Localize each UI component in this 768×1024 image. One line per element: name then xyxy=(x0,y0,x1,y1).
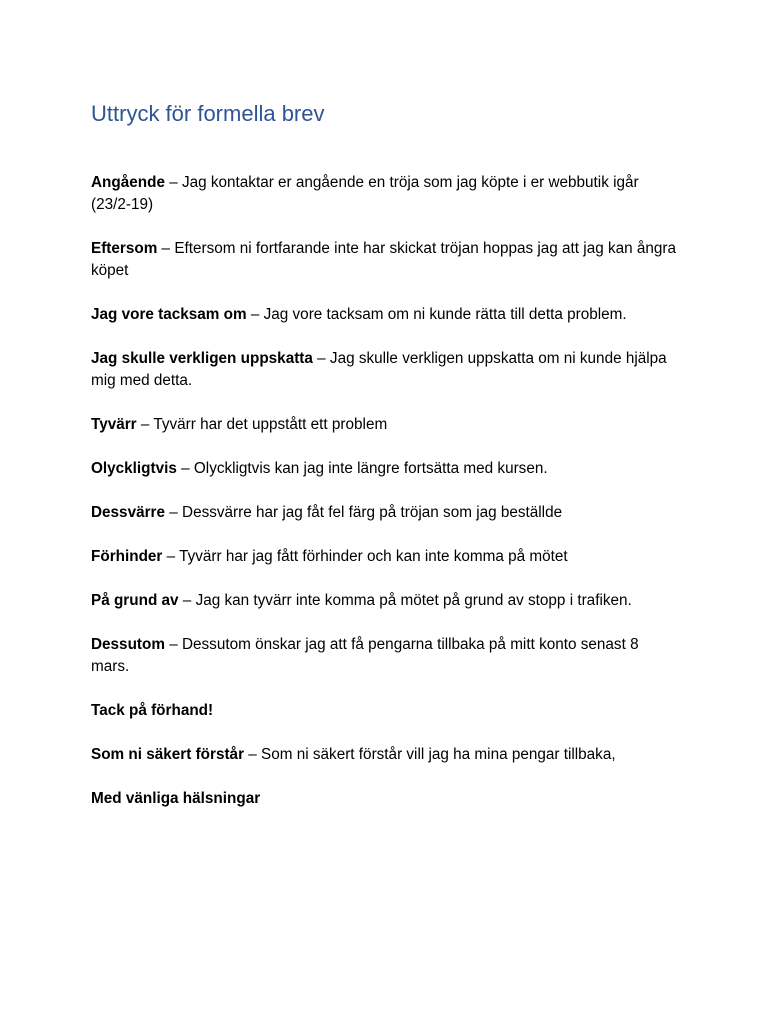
expression-example: Tyvärr har jag fått förhinder och kan inte komma på mötet xyxy=(179,548,568,565)
expression-term: Tyvärr xyxy=(91,416,137,433)
expression-separator: – xyxy=(157,240,175,257)
expression-separator: – xyxy=(164,174,182,191)
expression-term: Dessutom xyxy=(91,636,165,653)
expression-separator: – xyxy=(176,460,194,477)
expression-entry xyxy=(91,700,681,722)
expression-term: Förhinder xyxy=(91,548,163,565)
document-title: Uttryck för formella brev xyxy=(91,101,325,126)
expression-term: Med vänliga hälsningar xyxy=(91,790,261,807)
expression-term: Jag vore tacksam om xyxy=(91,306,247,323)
expression-entry xyxy=(91,238,681,282)
expression-entry xyxy=(91,634,681,678)
expression-separator: – xyxy=(162,548,180,565)
expression-entry xyxy=(91,348,681,392)
expression-entry xyxy=(91,788,681,810)
expression-entry xyxy=(91,744,681,766)
expression-term: Som ni säkert förstår xyxy=(91,746,245,763)
expression-separator: – xyxy=(165,504,183,521)
expression-entry xyxy=(91,590,681,612)
expression-entry xyxy=(91,304,681,326)
expression-term: Jag skulle verkligen uppskatta xyxy=(91,350,313,367)
expression-separator: – xyxy=(164,636,182,653)
expression-entry xyxy=(91,546,681,568)
expression-term: Eftersom xyxy=(91,240,158,257)
expression-term: Dessvärre xyxy=(91,504,165,521)
expression-example: Jag kan tyvärr inte komma på mötet på grund av stopp i trafiken. xyxy=(195,592,632,609)
expression-example: Tyvärr har det uppstått ett problem xyxy=(153,416,388,433)
expression-entry xyxy=(91,414,681,436)
expression-separator: – xyxy=(244,746,262,763)
expression-entry xyxy=(91,458,681,480)
expression-example: Dessutom önskar jag att få pengarna tillbaka på mitt konto senast 8 mars. xyxy=(91,636,639,675)
expression-example: Som ni säkert förstår vill jag ha mina pengar tillbaka, xyxy=(261,746,616,763)
expression-separator: – xyxy=(246,306,264,323)
expression-entry xyxy=(91,502,681,524)
expression-separator: – xyxy=(312,350,330,367)
expression-example: Jag skulle verkligen uppskatta om ni kunde hjälpa mig med detta. xyxy=(91,350,667,389)
expression-example: Jag vore tacksam om ni kunde rätta till detta problem. xyxy=(263,306,627,323)
expression-example: Eftersom ni fortfarande inte har skickat tröjan hoppas jag att jag kan ångra köpet xyxy=(91,240,677,279)
expression-entry xyxy=(91,172,681,216)
expression-separator: – xyxy=(178,592,196,609)
expression-term: Angående xyxy=(91,174,165,191)
expression-example: Olyckligtvis kan jag inte längre fortsätta med kursen. xyxy=(193,460,548,477)
expression-term: På grund av xyxy=(91,592,179,609)
expression-list xyxy=(91,172,681,832)
expression-example: Jag kontaktar er angående en tröja som jag köpte i er webbutik igår (23/2-19) xyxy=(91,174,639,213)
expression-separator: – xyxy=(136,416,154,433)
expression-example: Dessvärre har jag fåt fel färg på tröjan som jag beställde xyxy=(182,504,563,521)
expression-term: Tack på förhand! xyxy=(91,702,214,719)
expression-term: Olyckligtvis xyxy=(91,460,177,477)
